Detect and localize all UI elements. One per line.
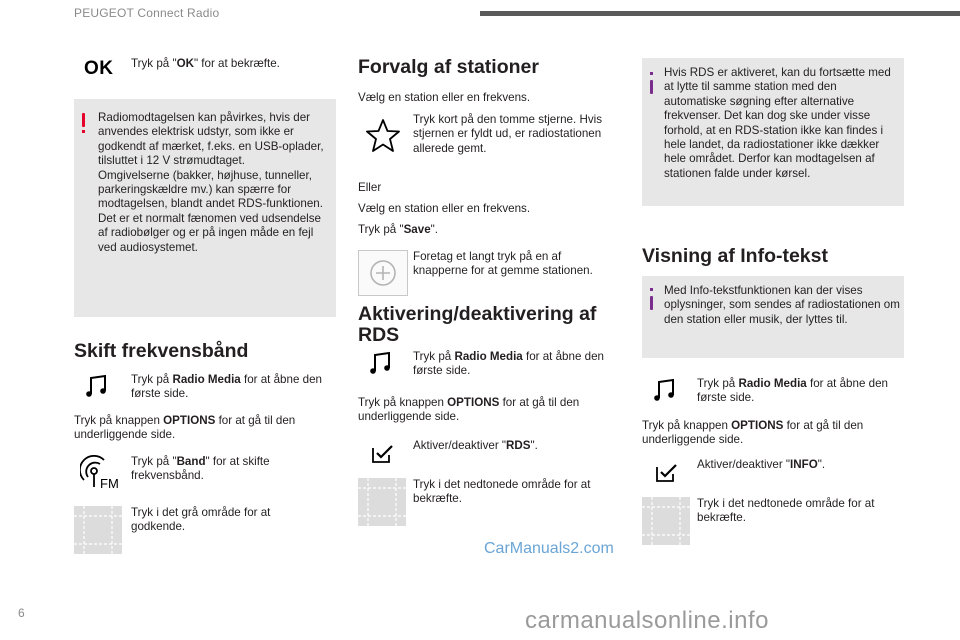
info-note-text bbox=[642, 276, 904, 358]
music-note-icon bbox=[652, 377, 678, 408]
gray-area-icon bbox=[642, 497, 690, 545]
step-radio-media-rds: Tryk på Radio Media for at åbne den første side. bbox=[413, 350, 604, 378]
warning-icon bbox=[82, 113, 85, 127]
text-eller: Eller bbox=[358, 181, 382, 194]
para-select-station-2: Vælg en station eller en frekvens. bbox=[358, 202, 531, 215]
step-toggle-info: Aktiver/deaktiver "INFO". bbox=[697, 458, 826, 471]
header-title: PEUGEOT Connect Radio bbox=[74, 6, 220, 20]
music-note-icon bbox=[84, 373, 110, 404]
gray-area-icon bbox=[358, 478, 406, 526]
para-options: Tryk på knappen OPTIONS for at gå til den underliggende side. bbox=[74, 414, 296, 442]
ok-step-text: Tryk på "OK" for at bekræfte. bbox=[131, 57, 280, 70]
info-note-text-body: Med Info-tekstfunktionen kan der vises oplysninger, som sendes af radiostationen om den station eller musik, der lyttes til. bbox=[664, 284, 900, 326]
info-note-rds bbox=[642, 58, 904, 206]
info-note-rds-text: Hvis RDS er aktiveret, kan du fortsætte med at lytte til samme station med den automatiske søgning efter alternative frekvenser. Det kan dog ske under visse forhold, at en RDS-station ikke kan findes i hele landet, da radiostationer ikke dækker hele området. Derfor kan modtagelsen af stationen falde under kørsel. bbox=[664, 66, 891, 180]
heading-forvalg: Forvalg af stationer bbox=[358, 56, 539, 78]
page-number: 6 bbox=[18, 606, 25, 620]
add-preset-icon bbox=[358, 250, 408, 296]
info-icon bbox=[650, 296, 653, 310]
step-radio-media-info: Tryk på Radio Media for at åbne den første side. bbox=[697, 377, 888, 405]
para-save: Tryk på "Save". bbox=[358, 223, 438, 236]
star-icon bbox=[364, 118, 402, 159]
step-radio-media: Tryk på Radio Media for at åbne den første side. bbox=[131, 373, 322, 401]
checkbox-icon bbox=[372, 444, 394, 469]
step-star: Tryk kort på den tomme stjerne. Hvis stjernen er fyldt ud, er radiostationen allerede gemt. bbox=[413, 113, 602, 155]
step-long-press: Foretag et langt tryk på en af knapperne for at gemme stationen. bbox=[413, 250, 593, 278]
heading-rds: Aktivering/deaktivering af RDS bbox=[358, 303, 597, 346]
step-gray-area: Tryk i det grå område for at godkende. bbox=[131, 506, 271, 534]
music-note-icon bbox=[368, 350, 394, 381]
fm-radio-icon bbox=[80, 455, 120, 496]
heading-skift-frekvensband: Skift frekvensbånd bbox=[74, 340, 249, 362]
step-toggle-rds: Aktiver/deaktiver "RDS". bbox=[413, 439, 538, 452]
step-confirm-info: Tryk i det nedtonede område for at bekræfte. bbox=[697, 497, 875, 525]
para-options-info: Tryk på knappen OPTIONS for at gå til den underliggende side. bbox=[642, 419, 864, 447]
watermark-carmanualsonline[interactable]: carmanualsonline.info bbox=[525, 607, 769, 634]
ok-icon: OK bbox=[84, 58, 114, 79]
svg-text:FM: FM bbox=[100, 476, 119, 491]
step-band: Tryk på "Band" for at skifte frekvensbånd. bbox=[131, 455, 270, 483]
step-confirm-rds: Tryk i det nedtonede område for at bekræfte. bbox=[413, 478, 591, 506]
checkbox-icon bbox=[656, 463, 678, 488]
gray-area-icon bbox=[74, 506, 122, 554]
warning-text: Radiomodtagelsen kan påvirkes, hvis der anvendes elektrisk udstyr, som ikke er godkendt af mærket, f.eks. en USB-oplader, tilsluttet i 12 V strømudtaget. Omgivelserne (bakker, højhuse, tunneller, parkeringskældre mv.) kan spærre for modtagelsen, blandt andet RDS-funktionen. Det er et normalt fænomen ved udsendelse af radiobølger og er på ingen måde en fejl ved audiosystemet. bbox=[98, 111, 324, 254]
header-rule bbox=[480, 11, 960, 16]
heading-info-tekst: Visning af Info-tekst bbox=[642, 245, 828, 267]
watermark-carmanuals2[interactable]: CarManuals2.com bbox=[484, 540, 614, 557]
para-options-rds: Tryk på knappen OPTIONS for at gå til den underliggende side. bbox=[358, 396, 580, 424]
info-icon bbox=[650, 80, 653, 94]
warning-note bbox=[74, 99, 336, 317]
para-select-station: Vælg en station eller en frekvens. bbox=[358, 91, 531, 104]
